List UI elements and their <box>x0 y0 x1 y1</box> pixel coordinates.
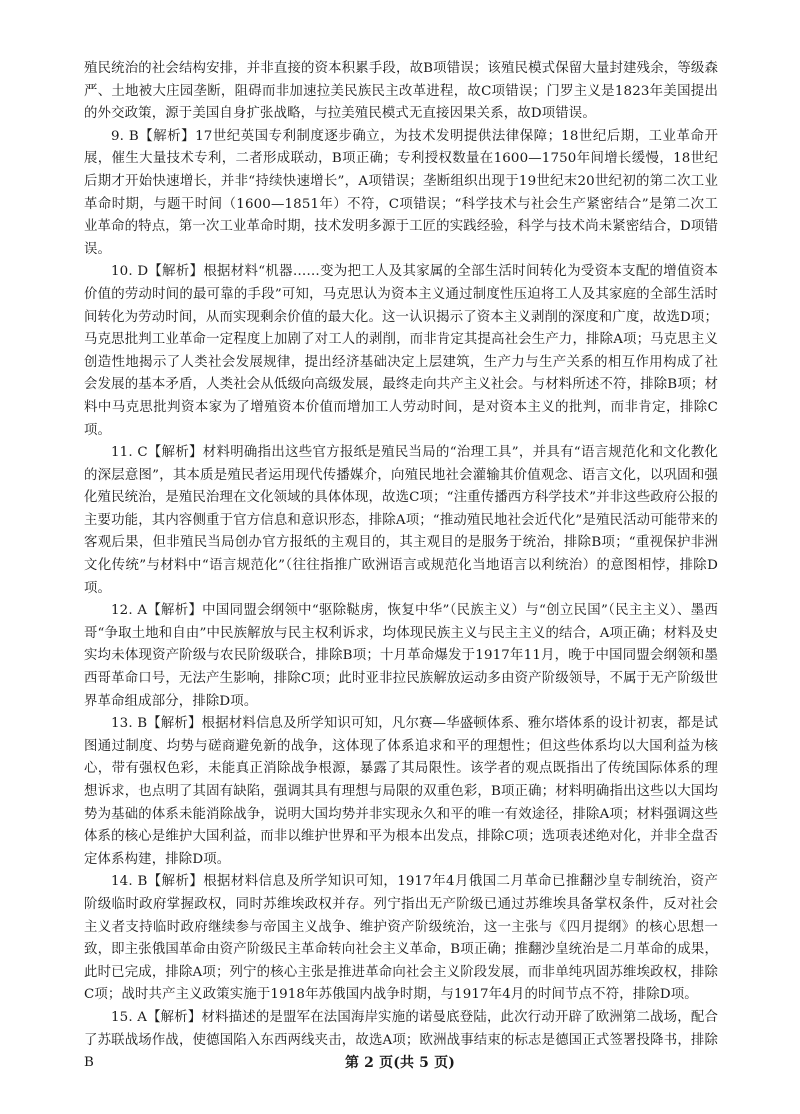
paragraph-q9: 9. B【解析】17世纪英国专利制度逐步确立，为技术发明提供法律保障；18世纪后期，工业革命开展，催生大量技术专利，二者形成联动，B项正确；专利授权数量在1600—1750年间增长缓慢，18世纪后期才开始快速增长，并非“持续快速增长”，A项错误；垄断组织出现于19世纪末20世纪初的第二次工业革命时期，与题干时间（1600—1851年）不符，C项错误；“科学技术与社会生产紧密结合”是第二次工业革命的特点，第一次工业革命时期，技术发明多源于工匠的实践经验，科学与技术尚未紧密结合，D项错误。 <box>84 128 718 257</box>
paragraph-q11: 11. C【解析】材料明确指出这些官方报纸是殖民当局的“治理工具”，并具有“语言规范化和文化教化的深层意图”，其本质是殖民者运用现代传播媒介，向殖民地社会灌输其价值观念、语言文化，以巩固和强化殖民统治，是殖民治理在文化领域的具体体现，故选C项；“注重传播西方科学技术”并非这些政府公报的主要功能，其内容侧重于官方信息和意识形态，排除A项；“推动殖民地社会近代化”是殖民活动可能带来的客观后果，但非殖民当局创办官方报纸的主观目的，其主观目的是服务于统治，排除B项；“重视保护非洲文化传统”与材料中“语言规范化”（往往指推广欧洲语言或规范化当地语言以利统治）的意图相悖，排除D项。 <box>84 445 718 596</box>
paragraph-q12: 12. A【解析】中国同盟会纲领中“驱除鞑虏，恢复中华”（民族主义）与“创立民国”（民主主义）、墨西哥“争取土地和自由”中民族解放与民主权利诉求，均体现民族主义与民主主义的结合，A项正确；材料及史实均未体现资产阶级与农民阶级联合，排除B项；十月革命爆发于1917年11月，晚于中国同盟会纲领和墨西哥革命口号，无法产生影响，排除C项；此时亚非拉民族解放运动多由资产阶级领导，不属于无产阶级世界革命组成部分，排除D项。 <box>84 603 718 709</box>
paragraph-q14: 14. B【解析】根据材料信息及所学知识可知，1917年4月俄国二月革命已推翻沙皇专制统治，资产阶级临时政府掌握政权，同时苏维埃政权并存。列宁指出无产阶级已通过苏维埃具备掌权条件，反对社会主义者支持临时政府继续参与帝国主义战争、维护资产阶级统治，这一主张与《四月提纲》的核心思想一致，即主张俄国革命由资产阶级民主革命转向社会主义革命，B项正确；推翻沙皇统治是二月革命的成果，此时已完成，排除A项；列宁的核心主张是推进革命向社会主义阶段发展，而非单纯巩固苏维埃政权，排除C项；战时共产主义政策实施于1918年苏俄国内战争时期，与1917年4月的时间节点不符，排除D项。 <box>84 874 718 1003</box>
page-number-footer: 第 2 页(共 5 页) <box>344 1055 456 1071</box>
paragraph-q15: 15. A【解析】材料描述的是盟军在法国海岸实施的诺曼底登陆，此次行动开辟了欧洲第二战场，配合了苏联战场作战，使德国陷入东西两线夹击，故选A项；欧洲战事结束的标志是德国正式签署投降书，排除B <box>84 1009 718 1071</box>
answer-explanations <box>84 58 718 1075</box>
paragraph-q13: 13. B【解析】根据材料信息及所学知识可知，凡尔赛—华盛顿体系、雅尔塔体系的设计初衷，都是试图通过制度、均势与磋商避免新的战争，这体现了体系追求和平的理想性；但这些体系均以大国利益为核心，带有强权色彩，未能真正消除战争根源，暴露了其局限性。该学者的观点既指出了传统国际体系的理想诉求，也点明了其固有缺陷，强调其具有理想与局限的双重色彩，B项正确；材料明确指出这些以大国均势为基础的体系未能消除战争，说明大国均势并非实现永久和平的唯一有效途径，排除A项；材料强调这些体系的核心是维护大国利益，而非以维护世界和平为根本出发点，排除C项；选项表述绝对化，并非全盘否定体系构建，排除D项。 <box>84 716 718 867</box>
paragraph-continuation: 殖民统治的社会结构安排，并非直接的资本积累手段，故B项错误；该殖民模式保留大量封建残余，等级森严、土地被大庄园垄断，阻碍而非加速拉美民族民主改革进程，故C项错误；门罗主义是1823年美国提出的外交政策，源于美国自身扩张战略，与拉美殖民模式无直接因果关系，故D项错误。 <box>84 61 718 122</box>
paragraph-q10: 10. D【解析】根据材料“机器……变为把工人及其家属的全部生活时间转化为受资本支配的增值资本价值的劳动时间的最可靠的手段”可知，马克思认为资本主义通过制度性压迫将工人及其家庭的全部生活时间转化为劳动时间，从而实现剩余价值的最大化。这一认识揭示了资本主义剥削的深度和广度，故选D项；马克思批判工业革命一定程度上加剧了对工人的剥削，而非肯定其提高社会生产力，排除A项；马克思主义创造性地揭示了人类社会发展规律，提出经济基础决定上层建筑，生产力与生产关系的相互作用构成了社会发展的基本矛盾，人类社会从低级向高级发展，最终走向共产主义社会。与材料所述不符，排除B项；材料中马克思批判资本家为了增殖资本价值而增加工人劳动时间，是对资本主义的批判，而非肯定，排除C项。 <box>84 264 718 438</box>
